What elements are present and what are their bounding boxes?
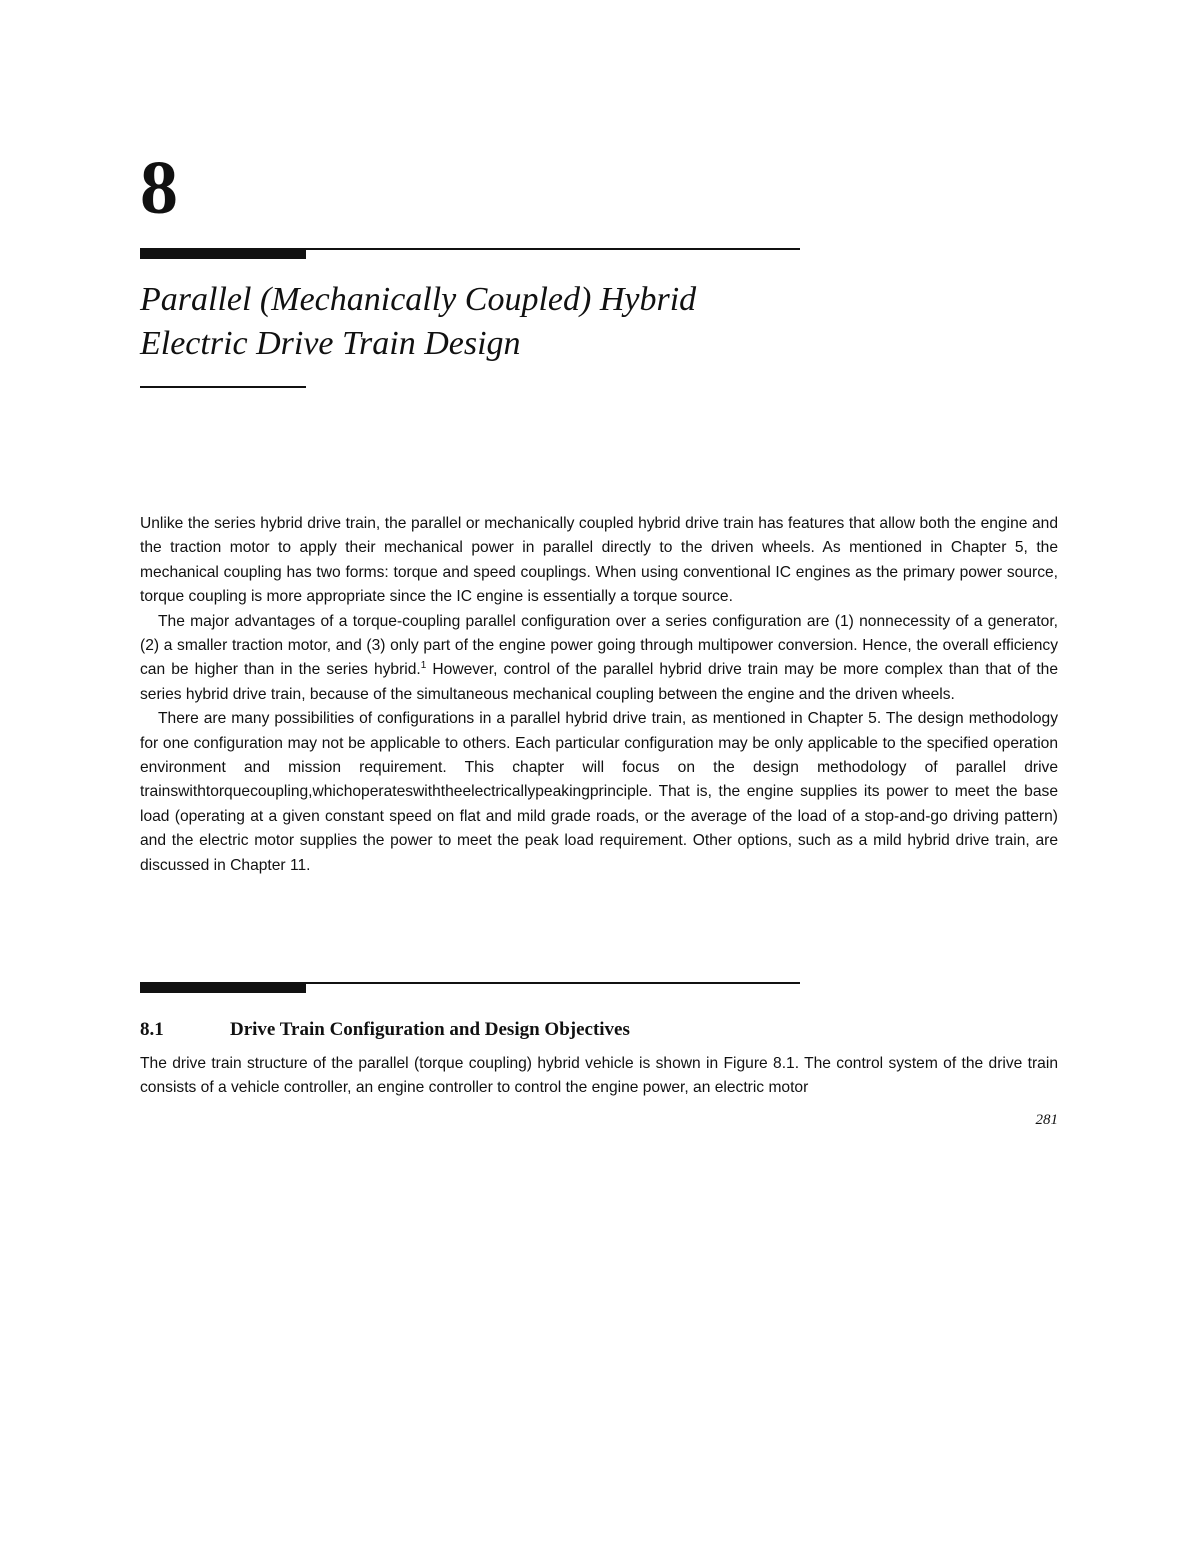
intro-paragraph-2-text-a: The major advantages of a torque-coupling parallel configuration over a series configuration are (1) nonnecessity of a generator, (2) a smaller traction motor, and (3) only part of the engine power going through multipower conversion. Hence, the overall efficiency can be higher than in the series hybrid.: [140, 612, 1058, 679]
intro-paragraph-2-text-b: However, control of the parallel hybrid drive train may be more complex than that of the series hybrid drive train, because of the simultaneous mechanical coupling between the engine and the driven wheels.: [140, 661, 1058, 703]
reference-marker[interactable]: 1: [420, 660, 427, 672]
title-underline: [140, 386, 306, 388]
page-number: 281: [1035, 1112, 1058, 1128]
section-paragraph-1: The drive train structure of the parallel (torque coupling) hybrid vehicle is shown in Figure 8.1. The control system of the drive train consists of a vehicle controller, an engine controller to control the engine power, an electric motor: [140, 1055, 1058, 1097]
intro-paragraph-2: [140, 610, 1058, 708]
section-heading: [140, 1017, 1040, 1043]
chapter-title-line-2: Electric Drive Train Design: [140, 325, 521, 362]
section-title: Drive Train Configuration and Design Objectives: [230, 1019, 630, 1040]
chapter-title-line-1: Parallel (Mechanically Coupled) Hybrid: [140, 281, 697, 318]
intro-paragraph-3: There are many possibilities of configurations in a parallel hybrid drive train, as mentioned in Chapter 5. The design methodology for one configuration may not be applicable to others. Each particular configuration may be only applicable to the specified operation environment and mission requirement. This chapter will focus on the design methodology of parallel drive trainswithtorquecoupling,whichoperateswiththeelectricallypeakingprinciple. That is, the engine supplies its power to meet the base load (operating at a given constant speed on flat and mild grade roads, or the average of the load of a stop-and-go driving pattern) and the electric motor supplies the power to meet the peak load requirement. Other options, such as a mild hybrid drive train, are discussed in Chapter 11.: [140, 710, 1058, 874]
section-rule-thick: [140, 984, 306, 993]
intro-text: [140, 512, 1058, 878]
section-text: [140, 1052, 1058, 1101]
intro-paragraph-1: Unlike the series hybrid drive train, the parallel or mechanically coupled hybrid drive train has features that allow both the engine and the traction motor to apply their mechanical power in parallel directly to the driven wheels. As mentioned in Chapter 5, the mechanical coupling has two forms: torque and speed couplings. When using conventional IC engines as the primary power source, torque coupling is more appropriate since the IC engine is essentially a torque source.: [140, 515, 1058, 606]
chapter-rule-thick: [140, 250, 306, 259]
chapter-title: [140, 278, 840, 366]
chapter-number: 8: [140, 146, 178, 230]
section-number: 8.1: [140, 1019, 164, 1040]
